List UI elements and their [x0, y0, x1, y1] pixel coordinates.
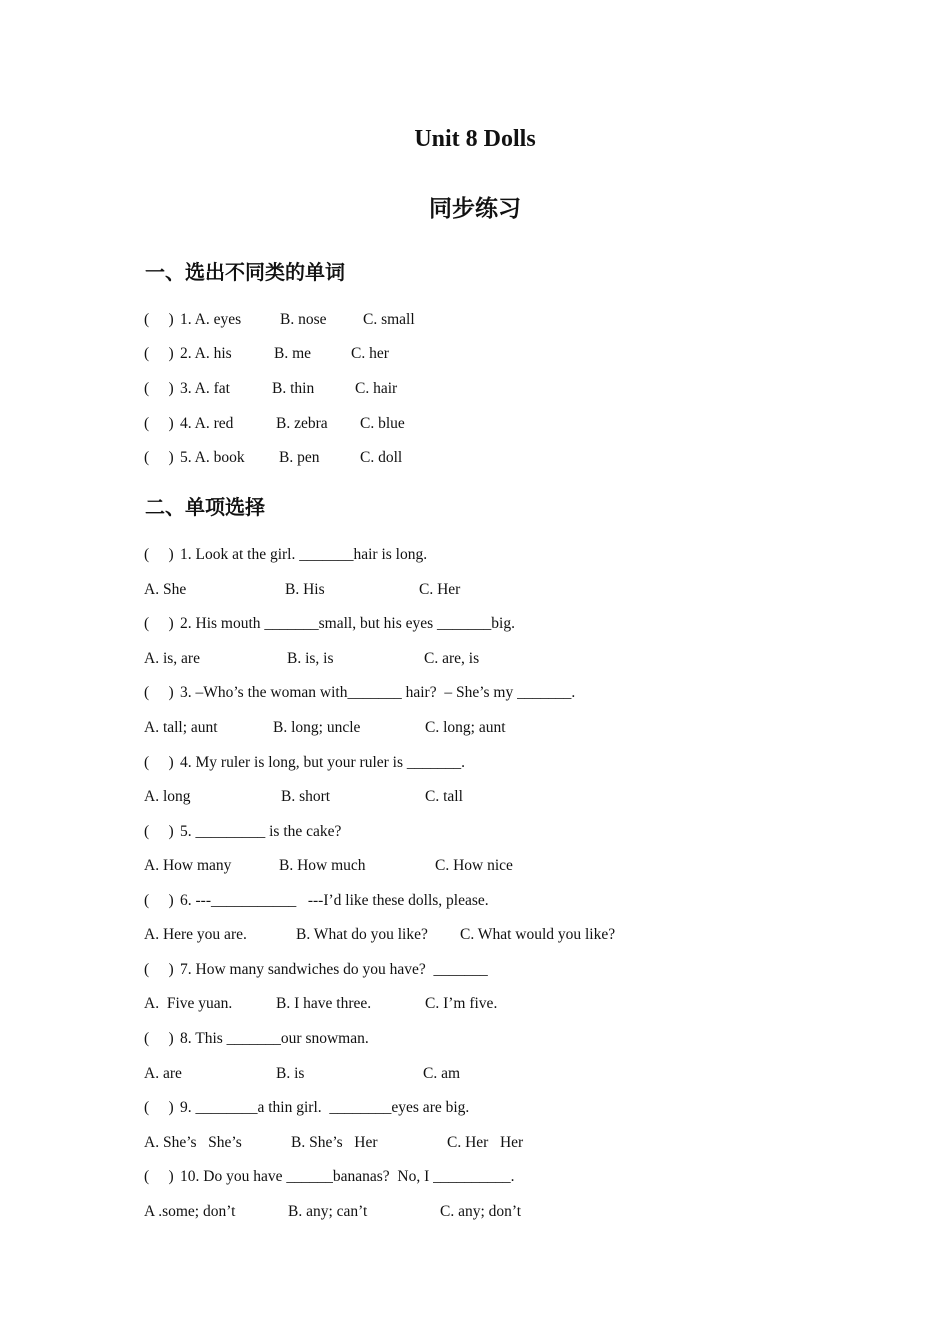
odd-one-out-row: [144, 380, 844, 402]
option-a: A. She: [144, 581, 187, 598]
answer-paren: ( ): [144, 449, 174, 466]
page-title: Unit 8 Dolls: [414, 126, 536, 152]
answer-paren: ( ): [144, 1099, 174, 1116]
answer-paren: ( ): [144, 345, 174, 362]
option-a: A. How many: [144, 857, 232, 874]
option-b: B. She’s Her: [291, 1134, 378, 1151]
section-heading-odd-one-out: 一、选出不同类的单词: [145, 260, 345, 284]
option-c: C. small: [363, 311, 415, 328]
option-b: B. pen: [279, 449, 320, 466]
option-a: 1. A. eyes: [180, 311, 242, 328]
option-b: B. is: [276, 1065, 305, 1082]
question-text: 9. ________a thin girl. ________eyes are big.: [180, 1099, 470, 1116]
question-text: 10. Do you have ______bananas? No, I __________.: [180, 1168, 515, 1185]
options-row: [144, 1134, 844, 1156]
answer-paren: ( ): [144, 415, 174, 432]
options-row: [144, 857, 844, 879]
question-row: [144, 1030, 844, 1052]
question-row: [144, 546, 844, 568]
option-a: A. long: [144, 788, 191, 805]
odd-one-out-row: [144, 415, 844, 437]
options-row: [144, 581, 844, 603]
options-row: [144, 788, 844, 810]
answer-paren: ( ): [144, 311, 174, 328]
option-b: B. His: [285, 581, 325, 598]
answer-paren: ( ): [144, 1168, 174, 1185]
option-c: C. any; don’t: [440, 1203, 522, 1220]
option-a: A. is, are: [144, 650, 200, 667]
option-b: B. is, is: [287, 650, 334, 667]
options-row: [144, 719, 844, 741]
option-b: B. I have three.: [276, 995, 372, 1012]
answer-paren: ( ): [144, 615, 174, 632]
question-text: 1. Look at the girl. _______hair is long.: [180, 546, 428, 563]
answer-paren: ( ): [144, 546, 174, 563]
question-row: [144, 961, 844, 983]
option-b: B. How much: [279, 857, 366, 874]
option-c: C. hair: [355, 380, 398, 397]
option-b: B. long; uncle: [273, 719, 361, 736]
option-c: C. am: [423, 1065, 461, 1082]
option-b: B. nose: [280, 311, 327, 328]
answer-paren: ( ): [144, 892, 174, 909]
page-subtitle: 同步练习: [429, 196, 521, 222]
question-row: [144, 1099, 844, 1121]
option-c: C. doll: [360, 449, 403, 466]
option-b: B. me: [274, 345, 312, 362]
option-c: C. How nice: [435, 857, 513, 874]
question-text: 8. This _______our snowman.: [180, 1030, 369, 1047]
answer-paren: ( ): [144, 823, 174, 840]
answer-paren: ( ): [144, 961, 174, 978]
question-text: 4. My ruler is long, but your ruler is _______.: [180, 754, 466, 771]
odd-one-out-row: [144, 449, 844, 471]
option-b: B. any; can’t: [288, 1203, 368, 1220]
option-b: B. thin: [272, 380, 315, 397]
option-a: A. She’s She’s: [144, 1134, 242, 1151]
option-c: C. What would you like?: [460, 926, 616, 943]
odd-one-out-row: [144, 345, 844, 367]
question-row: [144, 823, 844, 845]
option-c: C. Her: [419, 581, 461, 598]
answer-paren: ( ): [144, 380, 174, 397]
option-c: C. Her Her: [447, 1134, 524, 1151]
option-b: B. short: [281, 788, 331, 805]
answer-paren: ( ): [144, 1030, 174, 1047]
option-a: A. are: [144, 1065, 182, 1082]
option-c: C. blue: [360, 415, 405, 432]
options-row: [144, 926, 844, 948]
option-a: A. tall; aunt: [144, 719, 218, 736]
odd-one-out-row: [144, 311, 844, 333]
answer-paren: ( ): [144, 754, 174, 771]
options-row: [144, 650, 844, 672]
question-row: [144, 615, 844, 637]
option-a: 4. A. red: [180, 415, 234, 432]
question-text: 5. _________ is the cake?: [180, 823, 342, 840]
options-row: [144, 1203, 844, 1225]
option-c: C. are, is: [424, 650, 480, 667]
question-text: 6. ---___________ ---I’d like these dolls, please.: [180, 892, 489, 909]
section-heading-single-choice: 二、单项选择: [145, 495, 265, 519]
question-row: [144, 1168, 844, 1190]
option-c: C. her: [351, 345, 389, 362]
option-a: 3. A. fat: [180, 380, 230, 397]
option-a: A. Five yuan.: [144, 995, 233, 1012]
option-c: C. long; aunt: [425, 719, 506, 736]
question-text: 7. How many sandwiches do you have? _______: [180, 961, 488, 978]
option-b: B. zebra: [276, 415, 328, 432]
options-row: [144, 1065, 844, 1087]
option-a: A. Here you are.: [144, 926, 247, 943]
answer-paren: ( ): [144, 684, 174, 701]
question-text: 2. His mouth _______small, but his eyes _______big.: [180, 615, 515, 632]
question-row: [144, 754, 844, 776]
option-a: 2. A. his: [180, 345, 232, 362]
option-b: B. What do you like?: [296, 926, 428, 943]
question-text: 3. –Who’s the woman with_______ hair? – She’s my _______.: [180, 684, 576, 701]
question-row: [144, 684, 844, 706]
option-a: A .some; don’t: [144, 1203, 236, 1220]
option-a: 5. A. book: [180, 449, 245, 466]
options-row: [144, 995, 844, 1017]
option-c: C. tall: [425, 788, 463, 805]
option-c: C. I’m five.: [425, 995, 498, 1012]
question-row: [144, 892, 844, 914]
